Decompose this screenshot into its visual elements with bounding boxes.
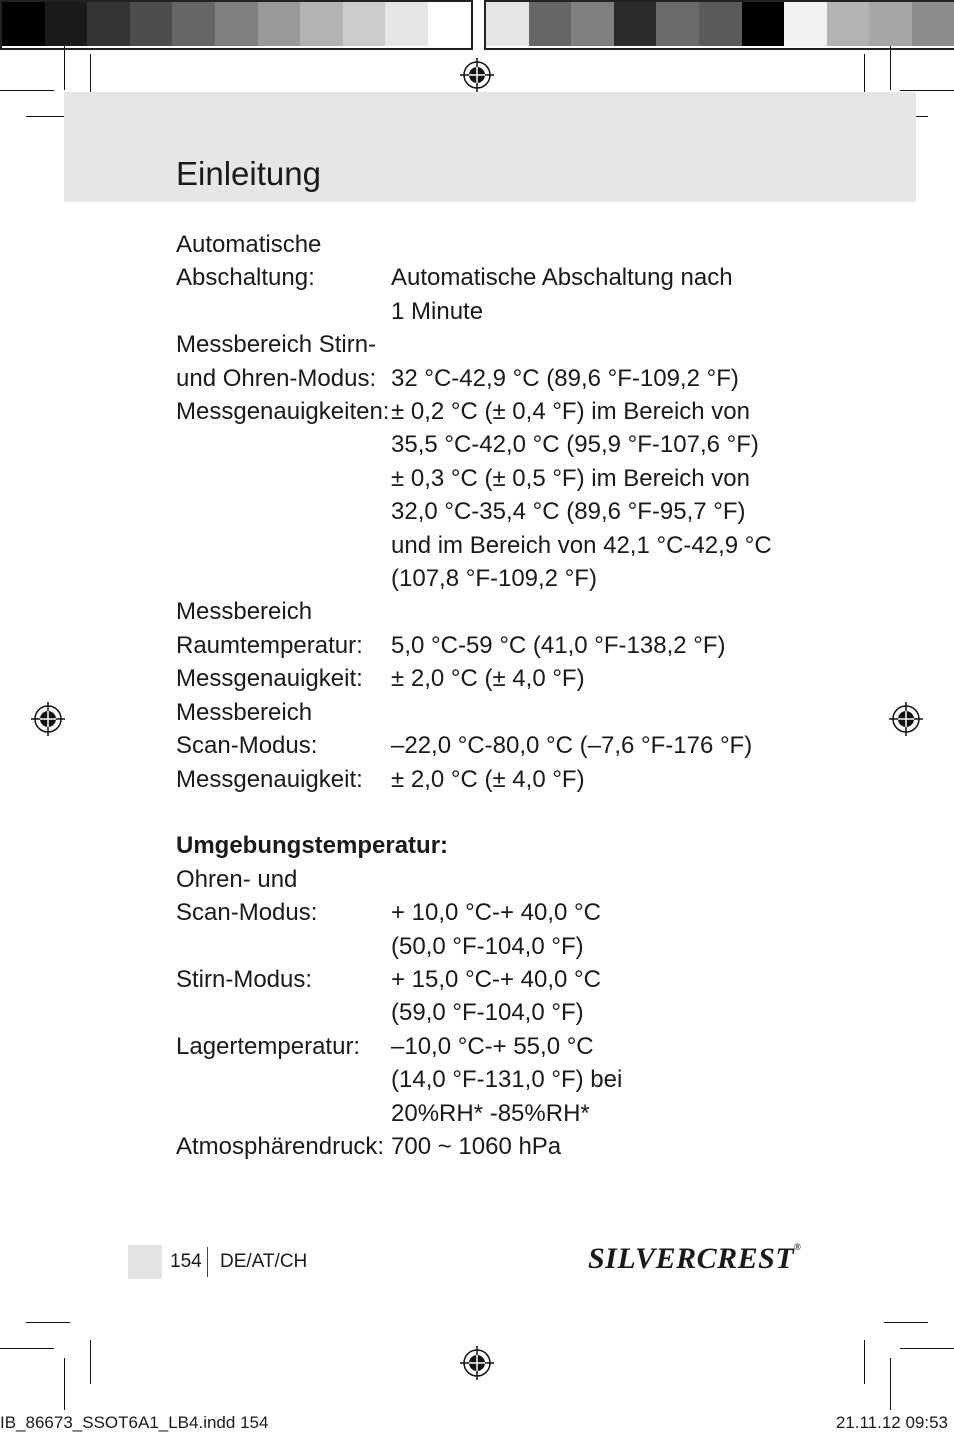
brand-logo-text: SILVERCREST bbox=[588, 1242, 795, 1275]
registered-mark: ® bbox=[794, 1242, 802, 1252]
crop-mark bbox=[64, 1358, 65, 1410]
color-swatch bbox=[172, 2, 215, 46]
spec-rows bbox=[176, 228, 796, 796]
spec-value: Automatische Abschaltung nach bbox=[391, 264, 733, 292]
spec-value: + 15,0 °C-+ 40,0 °C bbox=[391, 965, 601, 993]
spec-row bbox=[176, 495, 796, 528]
spec-value: –10,0 °C-+ 55,0 °C bbox=[391, 1032, 594, 1060]
color-bar-right bbox=[484, 0, 954, 50]
spec-value: 20%RH* -85%RH* bbox=[391, 1099, 590, 1127]
spec-label bbox=[176, 495, 391, 528]
spec-value bbox=[391, 328, 796, 361]
crop-mark bbox=[0, 90, 54, 91]
color-swatch bbox=[529, 2, 572, 46]
color-bar-left bbox=[0, 0, 473, 50]
spec-label: und Ohren-Modus: bbox=[176, 364, 377, 392]
color-swatch bbox=[742, 2, 785, 46]
crop-mark bbox=[0, 1348, 54, 1349]
spec-value bbox=[391, 228, 796, 261]
crop-mark bbox=[900, 90, 954, 91]
spec-value bbox=[391, 863, 796, 896]
color-swatch bbox=[130, 2, 173, 46]
crop-mark bbox=[864, 1340, 865, 1384]
spec-row bbox=[176, 729, 796, 762]
spec-label: Abschaltung: bbox=[176, 264, 315, 292]
brand-logo bbox=[588, 1242, 801, 1276]
slug-filename: IB_86673_SSOT6A1_LB4.indd 154 bbox=[0, 1413, 269, 1432]
registration-mark-icon bbox=[889, 702, 923, 736]
color-swatch bbox=[571, 2, 614, 46]
spec-row bbox=[176, 896, 796, 929]
spec-label bbox=[176, 562, 391, 595]
spec-row bbox=[176, 763, 796, 796]
spec-value: 32 °C-42,9 °C (89,6 °F-109,2 °F) bbox=[391, 364, 739, 392]
crop-mark bbox=[890, 1358, 891, 1410]
spec-row bbox=[176, 529, 796, 562]
spec-row bbox=[176, 863, 796, 896]
spec-list bbox=[176, 228, 796, 1163]
spec-row bbox=[176, 462, 796, 495]
spec-label: Messbereich Stirn- bbox=[176, 331, 377, 359]
page-number: 154 bbox=[170, 1251, 202, 1272]
page-title: Einleitung bbox=[176, 155, 321, 192]
crop-mark bbox=[90, 1340, 91, 1384]
spec-value: (107,8 °F-109,2 °F) bbox=[391, 565, 597, 593]
spec-row bbox=[176, 996, 796, 1029]
section-heading: Umgebungstemperatur: bbox=[176, 832, 449, 860]
spec-value: ± 2,0 °C (± 4,0 °F) bbox=[391, 665, 585, 693]
spec-row bbox=[176, 562, 796, 595]
spec-value: (14,0 °F-131,0 °F) bei bbox=[391, 1066, 623, 1094]
spec-row bbox=[176, 963, 796, 996]
spec-label bbox=[176, 930, 391, 963]
spec-value: 1 Minute bbox=[391, 297, 484, 325]
spec-row bbox=[176, 328, 796, 361]
spec-row bbox=[176, 428, 796, 461]
color-swatch bbox=[215, 2, 258, 46]
registration-mark-icon bbox=[460, 1346, 494, 1380]
crop-mark bbox=[64, 46, 65, 90]
spec-value: (50,0 °F-104,0 °F) bbox=[391, 932, 584, 960]
color-swatch bbox=[827, 2, 870, 46]
spec-value: ± 0,3 °C (± 0,5 °F) im Bereich von bbox=[391, 464, 750, 492]
spec-row bbox=[176, 1130, 796, 1163]
spec-label: Atmosphärendruck: bbox=[176, 1132, 385, 1160]
spec-row bbox=[176, 629, 796, 662]
spec-label: Ohren- und bbox=[176, 865, 298, 893]
spec-label: Lagertemperatur: bbox=[176, 1032, 361, 1060]
spec-value: 700 ~ 1060 hPa bbox=[391, 1132, 562, 1160]
color-swatch bbox=[869, 2, 912, 46]
spec-label bbox=[176, 1063, 391, 1096]
spec-label bbox=[176, 295, 391, 328]
color-swatch bbox=[486, 2, 529, 46]
spec-row bbox=[176, 228, 796, 261]
spec-row bbox=[176, 1063, 796, 1096]
spec-label bbox=[176, 529, 391, 562]
crop-mark bbox=[900, 1348, 954, 1349]
spec-value: –22,0 °C-80,0 °C (–7,6 °F-176 °F) bbox=[391, 732, 753, 760]
color-swatch bbox=[784, 2, 827, 46]
slug-datetime: 21.11.12 09:53 bbox=[835, 1413, 948, 1432]
spec-label: Messbereich bbox=[176, 598, 313, 626]
spec-label bbox=[176, 996, 391, 1029]
spec-row bbox=[176, 1030, 796, 1063]
spec-value: ± 2,0 °C (± 4,0 °F) bbox=[391, 765, 585, 793]
spec-label: Scan-Modus: bbox=[176, 899, 318, 927]
spec-value bbox=[391, 696, 796, 729]
spec-label: Messgenauigkeiten: bbox=[176, 398, 390, 426]
footer-divider bbox=[207, 1247, 208, 1277]
crop-mark bbox=[26, 1322, 70, 1323]
language-codes: DE/AT/CH bbox=[220, 1251, 308, 1272]
color-swatch bbox=[385, 2, 428, 46]
color-swatch bbox=[258, 2, 301, 46]
spec-value: 32,0 °C-35,4 °C (89,6 °F-95,7 °F) bbox=[391, 498, 746, 526]
color-swatch bbox=[2, 2, 45, 46]
spec-label bbox=[176, 1097, 391, 1130]
registration-mark-icon bbox=[460, 58, 494, 92]
spec-row bbox=[176, 662, 796, 695]
spec-value bbox=[391, 595, 796, 628]
color-swatch bbox=[300, 2, 343, 46]
spec-label: Raumtemperatur: bbox=[176, 631, 363, 659]
spec-value: 35,5 °C-42,0 °C (95,9 °F-107,6 °F) bbox=[391, 431, 759, 459]
spec-label: Automatische bbox=[176, 231, 322, 258]
color-swatch bbox=[656, 2, 699, 46]
ambient-rows bbox=[176, 863, 796, 1164]
spec-row bbox=[176, 1097, 796, 1130]
spec-label: Messgenauigkeit: bbox=[176, 665, 363, 693]
spec-row bbox=[176, 696, 796, 729]
spec-row bbox=[176, 930, 796, 963]
color-swatch bbox=[343, 2, 386, 46]
spec-label: Scan-Modus: bbox=[176, 732, 318, 760]
crop-mark bbox=[890, 46, 891, 90]
spec-row bbox=[176, 395, 796, 428]
page-tab-marker bbox=[128, 1245, 162, 1279]
spec-value: ± 0,2 °C (± 0,4 °F) im Bereich von bbox=[391, 398, 750, 426]
spec-value: + 10,0 °C-+ 40,0 °C bbox=[391, 899, 601, 927]
crop-mark bbox=[884, 1322, 928, 1323]
color-swatch bbox=[428, 2, 471, 46]
spec-row bbox=[176, 362, 796, 395]
spec-row bbox=[176, 295, 796, 328]
spec-row bbox=[176, 261, 796, 294]
spec-label bbox=[176, 428, 391, 461]
color-swatch bbox=[45, 2, 88, 46]
spec-value: (59,0 °F-104,0 °F) bbox=[391, 999, 584, 1027]
spec-label bbox=[176, 462, 391, 495]
color-swatch bbox=[614, 2, 657, 46]
color-swatch bbox=[912, 2, 954, 46]
spec-value: 5,0 °C-59 °C (41,0 °F-138,2 °F) bbox=[391, 631, 726, 659]
spec-label: Messbereich bbox=[176, 698, 313, 726]
color-swatch bbox=[699, 2, 742, 46]
registration-mark-icon bbox=[31, 702, 65, 736]
color-swatch bbox=[87, 2, 130, 46]
spec-label: Stirn-Modus: bbox=[176, 965, 313, 993]
spec-row bbox=[176, 595, 796, 628]
spec-label: Messgenauigkeit: bbox=[176, 765, 363, 793]
spec-value: und im Bereich von 42,1 °C-42,9 °C bbox=[391, 531, 772, 559]
